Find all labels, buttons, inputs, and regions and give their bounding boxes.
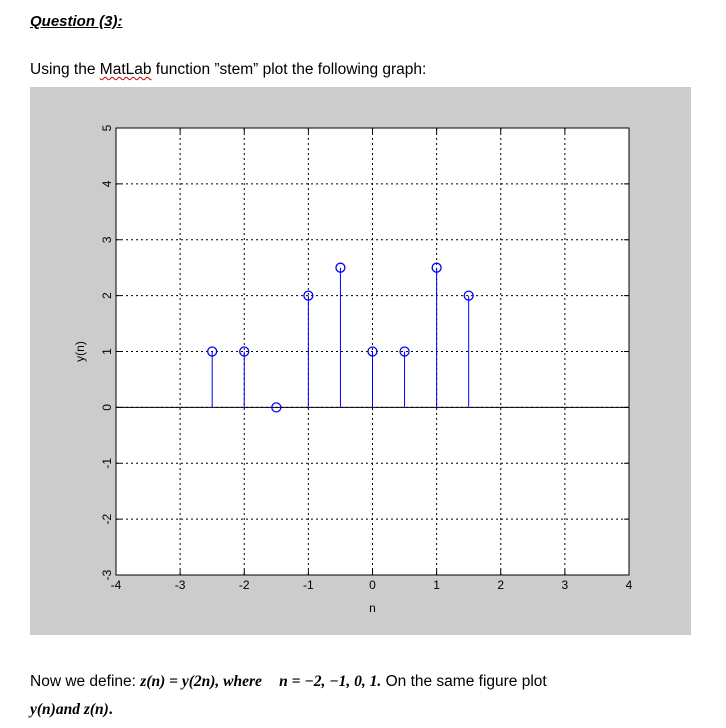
x-tick-label: 3 — [561, 578, 569, 592]
y-tick-label: 2 — [100, 292, 114, 299]
question-instruction — [30, 61, 426, 79]
y-tick-label: -2 — [100, 513, 114, 525]
definition-line2-math: y(n)and z(n) — [30, 701, 109, 718]
y-tick-label: 3 — [100, 236, 114, 244]
definition-pre: Now we define: — [30, 673, 141, 690]
x-axis-label: n — [369, 601, 376, 615]
question-title: Question (3): — [30, 13, 123, 30]
x-tick-label: -1 — [303, 578, 314, 592]
x-tick-label: 4 — [625, 578, 633, 592]
x-tick-label: 0 — [369, 578, 376, 592]
y-tick-label: 0 — [100, 404, 114, 411]
instruction-matlab-word: MatLab — [99, 61, 152, 78]
x-tick-label: -4 — [110, 578, 122, 592]
instruction-post: function ”stem” plot the following graph: — [151, 61, 427, 78]
y-tick-label: 5 — [100, 124, 114, 132]
definition-line — [30, 673, 547, 691]
stem-plot — [30, 87, 691, 635]
matlab-figure — [30, 87, 691, 635]
x-tick-label: 1 — [433, 578, 440, 592]
definition-post: On the same figure plot — [381, 673, 547, 690]
definition-n-range: n = −2, −1, 0, 1. — [279, 673, 382, 690]
y-axis-label: y(n) — [73, 341, 87, 362]
x-tick-label: -2 — [238, 578, 250, 592]
y-tick-label: 1 — [100, 348, 114, 355]
instruction-pre: Using the — [30, 61, 100, 78]
y-tick-label: 4 — [100, 180, 114, 188]
definition-line2-end: . — [108, 701, 113, 718]
y-tick-label: -1 — [100, 457, 114, 469]
y-tick-label: -3 — [100, 569, 114, 581]
x-tick-label: -3 — [174, 578, 186, 592]
definition-line-2 — [30, 701, 113, 719]
definition-formula: z(n) = y(2n), where — [140, 673, 262, 690]
x-tick-label: 2 — [497, 578, 505, 592]
